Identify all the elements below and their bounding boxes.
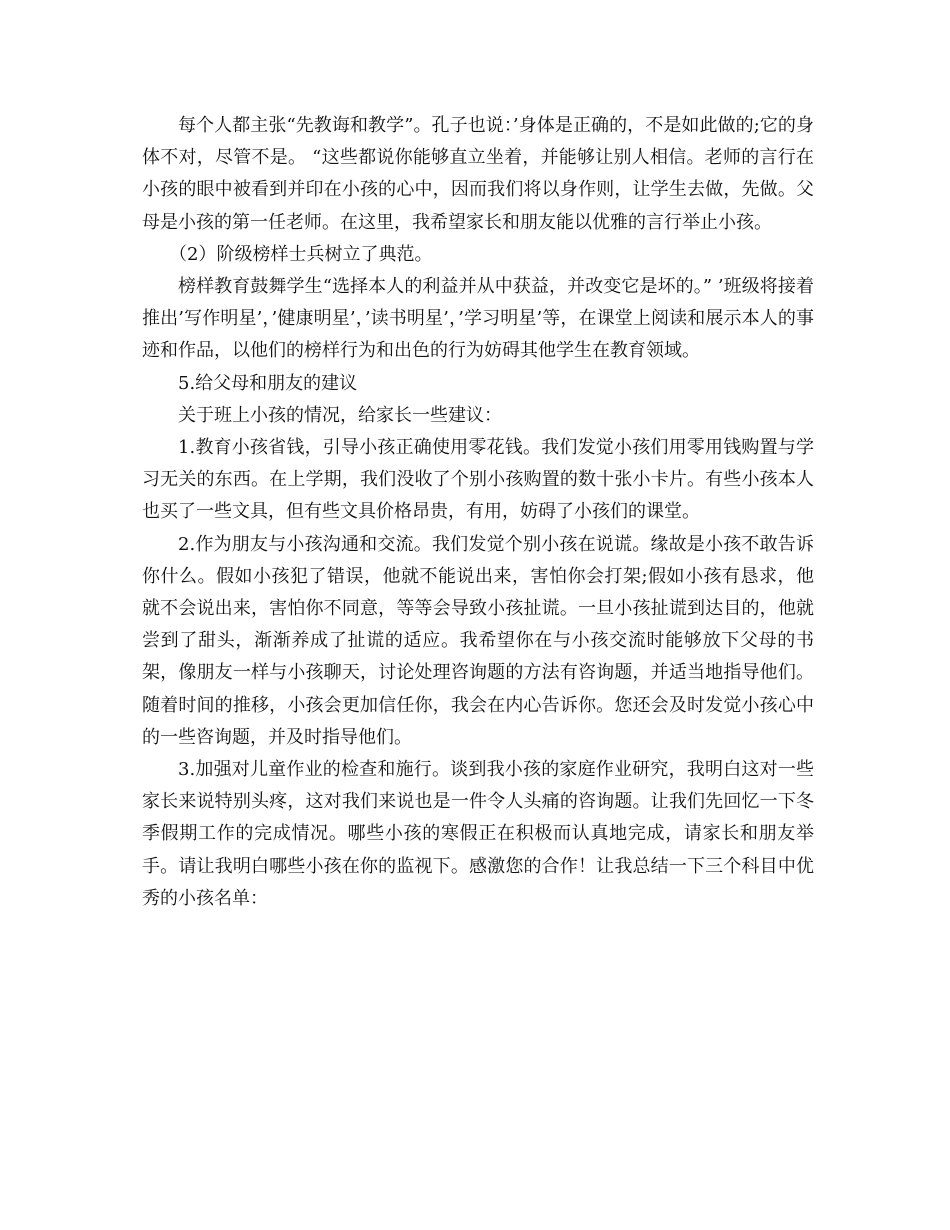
section-heading-advice: 5.给父母和朋友的建议 [178,372,358,394]
document-page [142,110,814,915]
paragraph-role-model-education: 榜样教育鼓舞学生“选择本人的利益并从中获益，并改变它是坏的。” ’班级将接着推出’写作明星’，’健康明星’，’读书明星’，’学习明星’等，在课堂上阅读和展示本人的事迹和作品，以他们的榜样行为和出色的行为妨碍其他学生在教育领域。 [142,276,814,362]
paragraph-role-model-teachers: 每个人都主张“先教诲和教学”。孔子也说：’身体是正确的，不是如此做的;它的身体不对，尽管不是。 “这些都说你能够直立坐着，并能够让别人相信。老师的言行在小孩的眼中被看到并印在小孩的心中，因而我们将以身作则，让学生去做，先做。父母是小孩的第一任老师。在这里，我希望家长和朋友能以优雅的言行举止小孩。 [142,115,814,233]
paragraph-advice-3: 3.加强对儿童作业的检查和施行。谈到我小孩的家庭作业研究，我明白这对一些家长来说特别头疼，这对我们来说也是一件令人头痛的咨询题。让我们先回忆一下冬季假期工作的完成情况。哪些小孩的寒假正在积极而认真地完成，请家长和朋友举手。请让我明白哪些小孩在你的监视下。感激您的合作！让我总结一下三个科目中优秀的小孩名单： [142,759,814,909]
paragraph-advice-1: 1.教育小孩省钱，引导小孩正确使用零花钱。我们发觉小孩们用零用钱购置与学习无关的东西。在上学期，我们没收了个别小孩购置的数十张小卡片。有些小孩本人也买了一些文具，但有些文具价格昂贵，有用，妨碍了小孩们的课堂。 [142,437,814,523]
paragraph-advice-2: 2.作为朋友与小孩沟通和交流。我们发觉个别小孩在说谎。缘故是小孩不敢告诉你什么。假如小孩犯了错误，他就不能说出来，害怕你会打架;假如小孩有恳求，他就不会说出来，害怕你不同意，等等会导致小孩扯谎。一旦小孩扯谎到达目的，他就尝到了甜头，渐渐养成了扯谎的适应。我希望你在与小孩交流时能够放下父母的书架，像朋友一样与小孩聊天，讨论处理咨询题的方法有咨询题，并适当地指导他们。随着时间的推移，小孩会更加信任你，我会在内心告诉你。您还会及时发觉小孩心中的一些咨询题，并及时指导他们。 [142,533,814,748]
section-heading-class-role-models: （2）阶级榜样士兵树立了典范。 [169,243,433,265]
paragraph-advice-intro: 关于班上小孩的情况，给家长一些建议： [178,404,502,426]
